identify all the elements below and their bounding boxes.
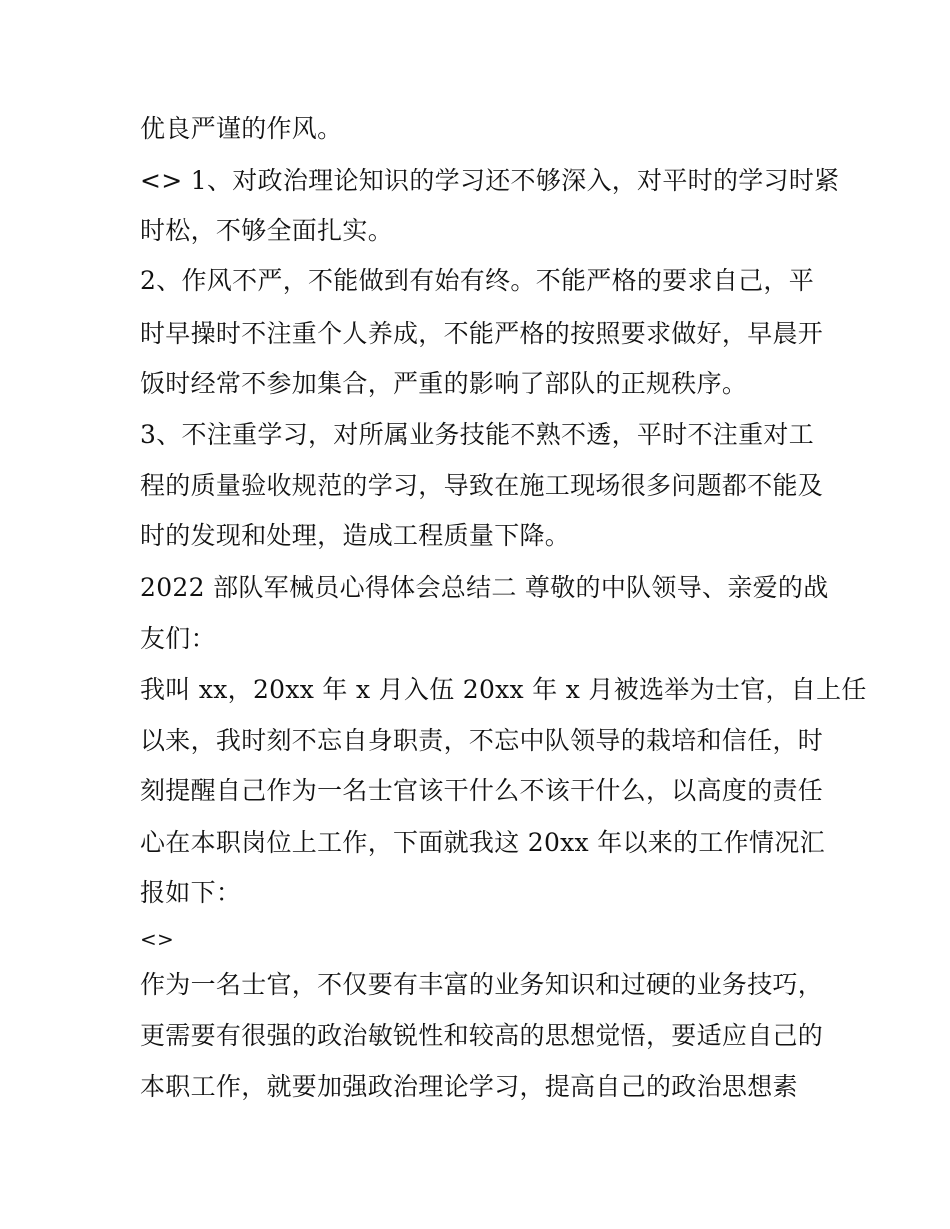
text-line: 报如下： bbox=[140, 878, 242, 907]
text-line: 2、作风不严，不能做到有始有终。不能严格的要求自己，平 bbox=[140, 266, 815, 295]
text-line: 时松，不够全面扎实。 bbox=[140, 216, 394, 245]
text-line: <> 1、对政治理论知识的学习还不够深入，对平时的学习时紧 bbox=[140, 166, 840, 195]
text-line: 心在本职岗位上工作，下面就我这 20xx 年以来的工作情况汇 bbox=[140, 828, 825, 857]
text-line: 更需要有很强的政治敏锐性和较高的思想觉悟，要适应自己的 bbox=[140, 1021, 824, 1050]
text-line: 作为一名士官，不仅要有丰富的业务知识和过硬的业务技巧， bbox=[140, 970, 824, 999]
text-line: 时的发现和处理，造成工程质量下降。 bbox=[140, 521, 571, 550]
text-line: 时早操时不注重个人养成，不能严格的按照要求做好，早晨开 bbox=[140, 319, 824, 348]
text-line: 本职工作，就要加强政治理论学习，提高自己的政治思想素 bbox=[140, 1072, 798, 1101]
text-line: <> bbox=[140, 927, 175, 951]
text-line: 饭时经常不参加集合，严重的影响了部队的正规秩序。 bbox=[140, 369, 748, 398]
text-line: 以来，我时刻不忘自身职责，不忘中队领导的栽培和信任，时 bbox=[140, 726, 824, 755]
text-line: 3、不注重学习，对所属业务技能不熟不透，平时不注重对工 bbox=[140, 420, 815, 449]
text-line: 优良严谨的作风。 bbox=[140, 114, 343, 143]
text-line: 刻提醒自己作为一名士官该干什么不该干什么，以高度的责任 bbox=[140, 776, 824, 805]
text-line: 2022 部队军械员心得体会总结二 尊敬的中队领导、亲爱的战 bbox=[140, 573, 829, 602]
text-line: 程的质量验收规范的学习，导致在施工现场很多问题都不能及 bbox=[140, 471, 824, 500]
text-line: 我叫 xx，20xx 年 x 月入伍 20xx 年 x 月被选举为士官，自上任 bbox=[140, 675, 867, 704]
text-line: 友们： bbox=[140, 624, 216, 653]
